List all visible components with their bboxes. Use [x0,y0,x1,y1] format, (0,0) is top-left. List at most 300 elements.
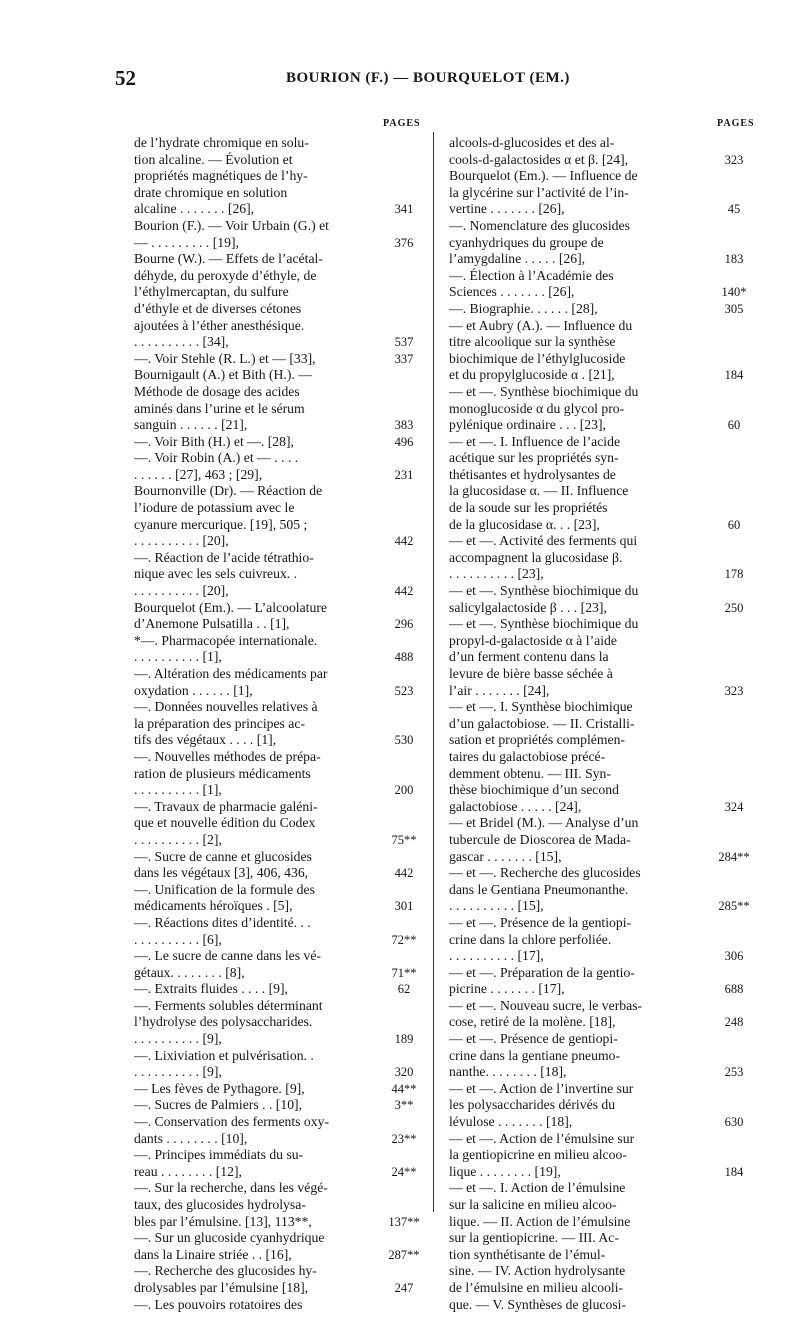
index-entry-text: monoglucoside α du glycol pro- [449,400,625,416]
index-entry-text: bles par l’émulsine. [13], 113**, [134,1213,312,1229]
page-number: 52 [115,66,136,90]
index-entry-text: cyanure mercurique. [19], 505 ; [134,516,308,532]
index-line [449,251,744,268]
index-line [449,649,739,666]
index-line [449,948,744,965]
index-line [134,284,424,301]
index-entry-text: —. Données nouvelles relatives à [134,699,318,715]
index-entry-text: cose, retiré de la molène. [18], [449,1014,616,1030]
index-page-ref: 320 [394,1065,414,1080]
index-entry-text: Bournigault (A.) et Bith (H.). — [134,367,312,383]
index-page-ref: 323 [724,152,744,167]
index-line [134,367,424,384]
index-line [449,666,739,683]
index-line [134,732,424,749]
index-line [449,865,739,882]
index-page-ref: 71** [391,965,417,980]
index-line [449,483,739,500]
index-entry-text: nique avec les sels cuivreux. . [134,566,298,582]
index-entry-text: . . . . . . . . . . [34], [134,334,229,350]
index-entry-text: Méthode de dosage des acides [134,383,300,399]
index-line [449,434,739,451]
index-page-ref: 341 [394,202,414,217]
index-page-ref: 178 [724,567,744,582]
index-page-ref: 248 [724,1015,744,1030]
index-page-ref: 60 [727,418,741,433]
index-page-ref: 183 [724,252,744,267]
index-entry-text: galactobiose . . . . . [24], [449,798,582,814]
index-entry-text: sur la gentiopicrine. — III. Ac- [449,1230,619,1246]
index-entry-text: alcools-d-glucosides et des al- [449,135,615,150]
index-entry-text: ajoutées à l’éther anesthésique. [134,317,305,333]
index-line [134,666,424,683]
index-entry-text: — et Aubry (A.). — Influence du [449,317,633,333]
index-line [449,185,739,202]
index-page-ref: 337 [394,351,414,366]
index-line [449,533,739,550]
index-line [449,583,739,600]
index-line [134,1147,424,1164]
index-entry-text: drate chromique en solution [134,184,288,200]
index-entry-text: . . . . . . . . . . [20], [134,583,229,599]
index-line [449,633,739,650]
index-entry-text: *—. Pharmacopée internationale. [134,632,318,648]
index-entry-text: l’iodure de potassium avec le [134,500,295,516]
index-line [449,1263,739,1280]
index-entry-text: et du propylglucoside α . [21], [449,367,615,383]
index-line [449,1147,739,1164]
index-entry-text: sanguin . . . . . . [21], [134,417,248,433]
index-page-ref: 442 [394,534,414,549]
index-line [134,616,424,633]
index-entry-text: —. Ferments solubles déterminant [134,997,323,1013]
index-line [134,1164,424,1181]
index-entry-text: — Les fèves de Pythagore. [9], [134,1080,305,1096]
index-line [449,268,739,285]
index-line [449,318,739,335]
index-page-ref: 284** [718,849,750,864]
index-entry-text: titre alcoolique sur la synthèse [449,334,616,350]
index-entry-text: cyanhydriques du groupe de [449,234,604,250]
index-line [134,251,424,268]
index-entry-text: dans la Linaire striée . . [16], [134,1246,292,1262]
index-line [449,882,739,899]
index-entry-text: —. Voir Stehle (R. L.) et — [33], [134,350,316,366]
pages-column-header-right: PAGES [717,118,755,129]
index-page-ref: 530 [394,733,414,748]
index-line [449,599,744,617]
index-entry-text: que. — V. Synthèses de glucosi- [449,1296,627,1312]
index-line [449,1197,739,1214]
index-line [449,616,739,633]
index-entry-text: —. Réaction de l’acide tétrathio- [134,549,314,565]
index-entry-text: dants . . . . . . . . [10], [134,1130,248,1146]
index-line [134,1197,424,1214]
index-page-ref: 523 [394,683,414,698]
index-line [134,1131,424,1148]
index-page-ref: 45 [727,202,741,217]
index-line [134,600,424,617]
index-line [134,1081,424,1098]
index-entry-text: — et —. Action de l’émulsine sur [449,1130,635,1146]
index-page-ref: 24** [391,1164,417,1179]
index-line [449,151,744,169]
index-entry-text: taux, des glucosides hydrolysa- [134,1197,306,1212]
index-entry-text: —. Travaux de pharmacie galéni- [134,798,318,814]
index-entry-text: —. Voir Bith (H.) et —. [28], [134,433,294,449]
index-entry-text: Bournonville (Dr). — Réaction de [134,483,323,499]
index-entry-text: —. Principes immédiats du su- [134,1147,304,1163]
index-line [449,1297,739,1314]
index-page-ref: 306 [724,949,744,964]
index-line [134,849,424,866]
index-entry-text: — et —. Synthèse biochimique du [449,616,639,632]
index-line [449,1064,744,1081]
pages-column-header-left: PAGES [383,118,421,129]
index-line [134,500,424,517]
index-line [134,318,424,335]
index-line [134,1263,424,1280]
index-entry-text: drolysables par l’émulsine [18], [134,1279,309,1295]
index-entry-text: —. Nouvelles méthodes de prépa- [134,748,321,764]
index-entry-text: levure de bière basse séchée à [449,666,613,681]
index-line [134,434,424,451]
index-line [134,135,424,152]
index-entry-text: l’amygdaline . . . . . [26], [449,251,586,267]
index-entry-text: tubercule de Dioscorea de Mada- [449,831,631,847]
index-entry-text: —. Lixiviation et pulvérisation. . [134,1047,314,1063]
index-page-ref: 140* [721,285,747,300]
index-line [134,334,424,351]
left-index-column [134,135,424,1313]
index-entry-text: lique . . . . . . . . [19], [449,1163,561,1179]
index-page-ref: 62 [397,982,411,997]
index-line [449,1247,739,1264]
index-line [449,981,744,998]
index-line [449,1214,739,1231]
index-line [134,998,424,1015]
index-entry-text: —. Conservation des ferments oxy- [134,1114,330,1130]
index-line [449,1097,739,1114]
index-entry-text: sation et propriétés complémen- [449,732,625,748]
index-line [134,932,424,949]
index-line [449,1280,739,1297]
index-line [134,550,424,567]
index-page-ref: 137** [388,1214,420,1229]
index-entry-text: — et —. Synthèse biochimique du [449,383,639,399]
index-entry-text: propriétés magnétiques de l’hy- [134,168,308,184]
index-entry-text: — et —. Présence de la gentiopi- [449,914,632,930]
index-entry-text: demment obtenu. — III. Syn- [449,765,611,781]
index-line [449,135,739,152]
index-page-ref: 383 [394,418,414,433]
index-line [134,981,424,998]
index-page-ref: 305 [724,301,744,316]
index-entry-text: — et —. Action de l’invertine sur [449,1080,634,1096]
index-entry-text: . . . . . . . . . . [6], [134,931,222,947]
index-line [449,467,739,484]
index-line [134,1114,424,1131]
index-page-ref: 688 [724,982,744,997]
index-line [449,749,739,766]
index-line [449,682,744,700]
index-entry-text: Bourquelot (Em.). — Influence de [449,168,638,184]
index-entry-text: l’air . . . . . . . [24], [449,682,550,698]
index-line [449,1163,744,1181]
index-entry-text: d’un ferment contenu dans la [449,649,609,665]
index-entry-text: —. Sur un glucoside cyanhydrique [134,1230,325,1246]
index-page-ref: 231 [394,467,414,482]
index-entry-text: —. Altération des médicaments par [134,666,328,681]
index-page-ref: 296 [394,617,414,632]
index-line [449,898,750,915]
index-line [449,201,739,218]
running-head: BOURION (F.) — BOURQUELOT (EM.) [286,70,570,86]
index-line [134,1230,424,1247]
index-entry-text: d’Anemone Pulsatilla . . [1], [134,616,290,632]
index-line [134,301,424,318]
index-entry-text: nanthe. . . . . . . . [18], [449,1064,567,1080]
index-entry-text: Bourion (F.). — Voir Urbain (G.) et [134,217,329,233]
index-page-ref: 200 [394,783,414,798]
index-entry-text: thèse biochimique d’un second [449,782,619,798]
index-entry-text: de l’hydrate chromique en solu- [134,135,309,150]
index-entry-text: pylénique ordinaire . . . [23], [449,417,606,433]
index-line [134,865,424,882]
index-entry-text: . . . . . . . . . . [1], [134,649,222,665]
index-entry-text: tion synthétisante de l’émul- [449,1246,606,1262]
index-line [449,550,739,567]
index-entry-text: déhyde, du peroxyde d’éthyle, de [134,267,317,283]
index-entry-text: gascar . . . . . . . [15], [449,848,562,864]
index-line [134,832,424,849]
index-line [449,699,739,716]
index-entry-text: —. Recherche des glucosides hy- [134,1263,317,1279]
index-line [449,798,744,816]
index-line [449,450,739,467]
index-page-ref: 250 [724,600,744,615]
index-entry-text: alcaline . . . . . . . [26], [134,201,255,217]
index-line [134,467,424,484]
index-entry-text: accompagnent la glucosidase β. [449,549,623,565]
index-entry-text: — et —. Nouveau sucre, le verbas- [449,997,643,1013]
index-entry-text: —. Élection à l’Académie des [449,267,614,283]
index-page-ref: 442 [394,584,414,599]
index-entry-text: . . . . . . . . . . [2], [134,831,222,847]
index-entry-text: — et —. Recherche des glucosides [449,865,641,881]
index-line [134,235,424,252]
index-line [134,566,424,583]
index-entry-text: la préparation des principes ac- [134,715,306,731]
index-line [134,517,424,534]
index-entry-text: . . . . . . [27], 463 ; [29], [134,466,263,482]
index-entry-text: —. Sucres de Palmiers . . [10], [134,1097,303,1113]
index-entry-text: —. Biographie. . . . . . [28], [449,300,598,316]
index-line [134,683,424,700]
index-entry-text: lévulose . . . . . . . [18], [449,1114,573,1130]
index-line [449,815,739,832]
index-entry-text: tifs des végétaux . . . . [1], [134,732,277,748]
index-page-ref: 323 [724,683,744,698]
index-entry-text: médicaments héroïques . [5], [134,898,293,914]
index-entry-text: gétaux. . . . . . . . [8], [134,964,245,980]
index-line [134,649,424,666]
index-entry-text: dans le Gentiana Pneumonanthe. [449,881,629,897]
index-entry-text: vertine . . . . . . . [26], [449,201,565,217]
index-line [449,782,739,799]
index-entry-text: . . . . . . . . . . [1], [134,782,222,798]
index-entry-text: — et Bridel (M.). — Analyse d’un [449,815,639,831]
index-entry-text: — et —. Préparation de la gentio- [449,964,635,980]
index-line [134,1247,424,1264]
index-entry-text: d’un galactobiose. — II. Cristalli- [449,715,635,731]
index-line [449,566,744,583]
index-line [134,965,424,982]
index-line [449,417,739,434]
index-page-ref: 72** [391,932,417,947]
index-entry-text: reau . . . . . . . . [12], [134,1163,242,1179]
index-entry-text: — et —. I. Action de l’émulsine [449,1180,626,1196]
index-line [449,218,739,235]
right-index-column [449,135,750,1313]
index-line [449,334,739,351]
index-entry-text: —. Réactions dites d’identité. . . [134,914,311,930]
index-line [449,1081,739,1098]
index-page-ref: 189 [394,1032,414,1047]
index-line [449,235,739,252]
index-page-ref: 285** [718,899,750,914]
index-entry-text: — et —. Activité des ferments qui [449,533,638,549]
index-entry-text: . . . . . . . . . . [23], [449,566,544,582]
index-line [134,749,424,766]
index-line [134,1214,424,1231]
index-line [449,1048,739,1065]
index-entry-text: Bourne (W.). — Effets de l’acétal- [134,251,323,267]
index-entry-text: la glucosidase α. — II. Influence [449,483,629,499]
index-line [449,932,739,949]
index-line [134,351,424,368]
index-line [134,185,424,202]
index-line [134,152,424,169]
index-line [134,948,424,965]
index-line [134,384,424,401]
index-entry-text: . . . . . . . . . . [17], [449,948,544,964]
index-line [449,915,739,932]
index-entry-text: ration de plusieurs médicaments [134,765,311,781]
index-line [449,367,744,384]
index-page-ref: 630 [724,1115,744,1130]
index-line [134,201,424,218]
index-entry-text: lique. — II. Action de l’émulsine [449,1213,631,1229]
index-line [449,284,747,301]
index-entry-text: la glycérine sur l’activité de l’in- [449,184,629,200]
index-entry-text: d’éthyle et de diverses cétones [134,300,302,316]
index-entry-text: oxydation . . . . . . [1], [134,682,253,698]
index-line [134,583,424,600]
index-entry-text: que et nouvelle édition du Codex [134,815,316,831]
index-entry-text: —. Les pouvoirs rotatoires des [134,1296,303,1312]
index-page-ref: 376 [394,235,414,250]
index-line [134,450,424,467]
index-line [134,633,424,650]
index-page-ref: 324 [724,799,744,814]
index-entry-text: . . . . . . . . . . [20], [134,533,229,549]
index-line [449,732,739,749]
index-line [134,483,424,500]
index-line [134,716,424,733]
index-line [449,998,739,1015]
index-page-ref: 488 [394,650,414,665]
index-line [449,300,744,318]
index-line [134,401,424,418]
index-page-ref: 3** [394,1098,414,1113]
index-entry-text: — et —. I. Synthèse biochimique [449,699,633,715]
index-entry-text: —. Le sucre de canne dans les vé- [134,948,321,964]
index-line [134,782,424,799]
index-entry-text: . . . . . . . . . . [15], [449,898,544,914]
index-line [134,766,424,783]
index-page-ref: 247 [394,1280,414,1295]
index-entry-text: — et —. Présence de gentiopi- [449,1031,618,1047]
index-line [134,1064,424,1081]
index-entry-text: — et —. Synthèse biochimique du [449,583,639,599]
index-entry-text: — . . . . . . . . . [19], [134,234,239,250]
index-line [134,1280,424,1297]
index-entry-text: —. Nomenclature des glucosides [449,217,630,233]
index-line [134,898,424,915]
index-line [134,699,424,716]
index-entry-text: Sciences . . . . . . . [26], [449,284,575,300]
index-line [449,517,739,534]
index-entry-text: crine dans la chlore perfoliée. [449,931,612,947]
index-page-ref: 184 [724,1164,744,1179]
index-entry-text: aminés dans l’urine et le sérum [134,400,305,416]
index-entry-text: la gentiopicrine en milieu alcoo- [449,1147,627,1163]
index-entry-text: —. Voir Robin (A.) et — . . . . [134,450,299,466]
index-entry-text: crine dans la gentiane pneumo- [449,1047,621,1063]
index-line [449,1014,744,1031]
column-divider [433,132,434,1212]
index-entry-text: de l’émulsine en milieu alcooli- [449,1279,624,1295]
index-page-ref: 442 [394,866,414,881]
index-entry-text: sur la salicine en milieu alcoo- [449,1197,617,1212]
index-line [449,1031,739,1048]
index-line [449,832,739,849]
index-entry-text: —. Unification de la formule des [134,881,315,897]
index-line [134,915,424,932]
index-entry-text: salicylgalactoside β . . . [23], [449,599,607,615]
index-line [134,799,424,816]
index-entry-text: —. Sucre de canne et glucosides [134,848,312,864]
index-line [449,351,739,368]
index-entry-text: picrine . . . . . . . [17], [449,981,565,997]
index-entry-text: les polysaccharides dérivés du [449,1097,616,1113]
index-line [134,1031,424,1048]
index-entry-text: sine. — IV. Action hydrolysante [449,1263,626,1279]
index-entry-text: —. Extraits fluides . . . . [9], [134,981,288,997]
index-line [449,766,739,783]
index-line [134,1297,424,1314]
index-entry-text: taires du galactobiose précé- [449,748,606,764]
index-entry-text: cools-d-galactosides α et β. [24], [449,151,629,167]
index-page-ref: 301 [394,899,414,914]
index-line [449,401,739,418]
index-entry-text: . . . . . . . . . . [9], [134,1031,222,1047]
index-page-ref: 287** [388,1247,420,1262]
index-line [134,533,424,550]
index-line [134,1097,424,1114]
index-page-ref: 184 [724,368,744,383]
